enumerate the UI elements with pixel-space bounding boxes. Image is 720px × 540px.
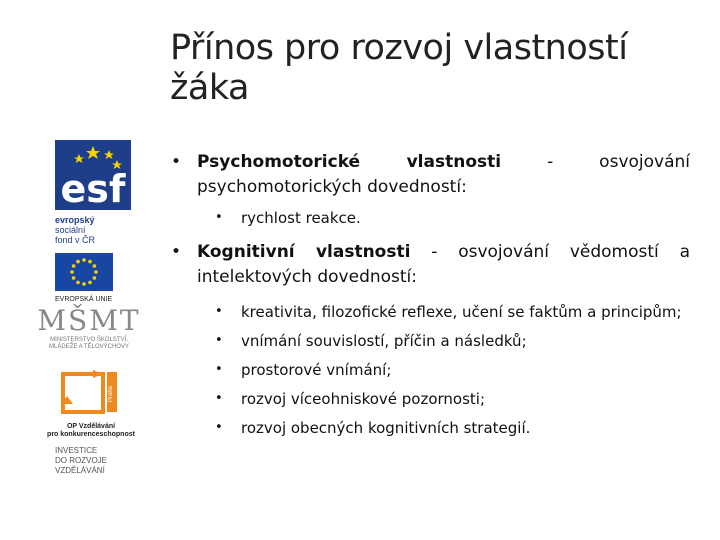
msmt-line-2: MLÁDEŽE A TĚLOVÝCHOVY: [49, 344, 129, 350]
esf-emblem-icon: [55, 140, 131, 210]
op-line-2: pro konkurenceschopnost: [47, 431, 135, 438]
invest-line-3: VZDĚLÁVÁNÍ: [55, 466, 105, 475]
bullet-dot-icon: •: [215, 420, 223, 435]
sub-bullet-text: kreativita, filozofické reflexe, učení se faktům a principům;: [241, 303, 682, 321]
bullet-heading: Kognitivní vlastnosti: [197, 242, 411, 262]
esf-logo: [55, 140, 131, 248]
op-emblem-icon: [59, 368, 123, 418]
msmt-mark: MŠMT: [37, 304, 141, 337]
slide-title: Přínos pro rozvoj vlastností žáka: [170, 28, 628, 108]
op-logo: [36, 368, 146, 438]
eu-flag-icon: [55, 253, 113, 291]
sub-bullet: [165, 358, 690, 382]
sub-bullet-text: rychlost reakce.: [241, 209, 361, 227]
sub-bullet-text: rozvoj obecných kognitivních strategií.: [241, 419, 531, 437]
bullet-text: - osvojování psychomotorických dovedností:: [197, 152, 691, 197]
logo-sidebar: [28, 140, 150, 490]
eu-logo: [55, 253, 145, 303]
msmt-line-1: MINISTERSTVO ŠKOLSTVÍ,: [50, 337, 128, 343]
sub-bullet-text: rozvoj víceohniskové pozornosti;: [241, 390, 486, 408]
bullet-text: - osvojování vědomostí a intelektových dovedností:: [197, 242, 691, 287]
bullet-dot-icon: •: [215, 391, 223, 406]
esf-line-3: fond v ČR: [55, 235, 96, 245]
bullet-heading: Psychomotorické vlastnosti: [197, 152, 502, 172]
eu-label: EVROPSKÁ UNIE: [55, 296, 113, 303]
esf-line-1: evropský: [55, 215, 95, 225]
bullet-dot-icon: •: [215, 333, 223, 348]
bullet-dot-icon: •: [215, 304, 223, 319]
bullet-cognitive: [165, 240, 690, 290]
bullet-dot-icon: •: [171, 242, 182, 262]
slide-content: [165, 150, 690, 445]
bullet-dot-icon: •: [171, 152, 182, 172]
sub-bullet: [165, 300, 690, 324]
sub-bullet: [165, 329, 690, 353]
sub-bullet-text: vnímání souvislostí, příčin a následků;: [241, 332, 527, 350]
investice-logo: [55, 446, 145, 491]
bullet-dot-icon: •: [215, 362, 223, 377]
invest-line-1: INVESTICE: [55, 446, 98, 455]
sub-bullet: [165, 206, 690, 230]
bullet-dot-icon: •: [215, 210, 223, 225]
sub-bullet: [165, 387, 690, 411]
bullet-psychomotor: [165, 150, 690, 200]
invest-line-2: DO ROZVOJE: [55, 456, 108, 465]
esf-line-2: sociální: [55, 225, 86, 235]
svg-text:esf: esf: [60, 167, 126, 210]
sub-bullet: [165, 416, 690, 440]
svg-text:Praha: Praha: [108, 385, 114, 402]
op-line-1: OP Vzdělávání: [66, 423, 116, 430]
sub-bullet-text: prostorové vnímání;: [241, 361, 392, 379]
msmt-logo: [28, 305, 150, 360]
